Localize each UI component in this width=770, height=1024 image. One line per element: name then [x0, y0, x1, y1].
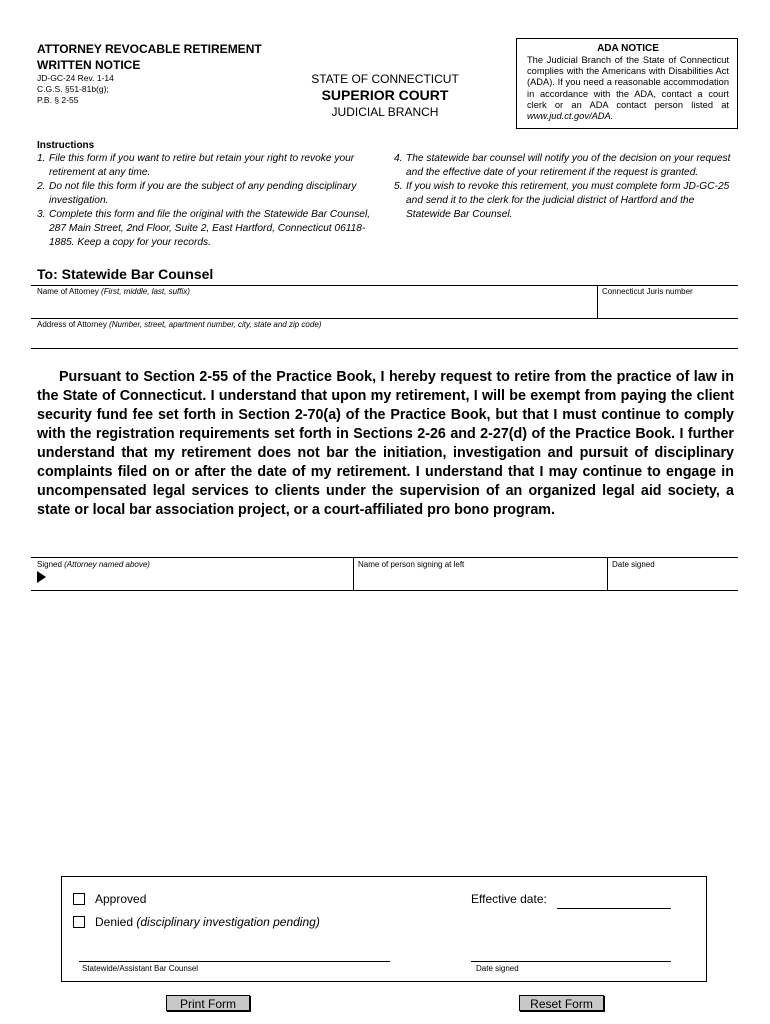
print-form-button[interactable]: Print Form	[166, 995, 250, 1011]
counsel-date-line[interactable]	[471, 961, 671, 962]
signature-field[interactable]	[50, 568, 350, 590]
date-signed-label: Date signed	[612, 560, 655, 569]
recipient-heading: To: Statewide Bar Counsel	[37, 266, 214, 282]
ada-notice-text: The Judicial Branch of the State of Connecticut complies with the Americans with Disabilities Act (ADA). If you need a reasonable accommodation in accordance with the ADA, contact a court clerk or an ADA contact person listed at	[527, 55, 729, 110]
attorney-name-input[interactable]	[31, 297, 595, 317]
instructions-left-column	[37, 152, 377, 250]
field-divider	[607, 557, 608, 590]
signed-hint: (Attorney named above)	[64, 560, 150, 569]
effective-date-label: Effective date:	[471, 892, 547, 906]
field-divider	[31, 318, 738, 319]
approved-label: Approved	[95, 892, 147, 906]
field-divider	[31, 557, 738, 558]
instruction-number: 3.	[37, 209, 46, 220]
form-code: JD-GC-24 Rev. 1-14	[37, 73, 114, 83]
attorney-name-hint: (First, middle, last, suffix)	[101, 287, 190, 296]
instructions-right-column	[394, 152, 734, 222]
court-heading	[290, 72, 480, 120]
form-title	[37, 41, 262, 73]
ada-notice-box	[516, 38, 738, 129]
name-signing-label: Name of person signing at left	[358, 560, 465, 569]
instruction-number: 4.	[394, 153, 403, 164]
field-divider	[597, 285, 598, 318]
instruction-item	[37, 208, 377, 250]
attorney-address-input[interactable]	[31, 330, 738, 348]
instruction-item	[394, 180, 734, 222]
ada-notice-title: ADA NOTICE	[597, 43, 659, 54]
practice-book-reference: P.B. § 2-55	[37, 95, 79, 105]
instruction-text: Complete this form and file the original with the Statewide Bar Counsel, 287 Main Street, 2nd Floor, Suite 2, East Hartford, Connecticut 06118-1885. Keep a copy for your records.	[49, 209, 371, 248]
instruction-text: If you wish to revoke this retirement, you must complete form JD-GC-25 and send it to the clerk for the judicial district of Hartford and the Statewide Bar Counsel.	[406, 181, 730, 220]
attorney-name-label	[37, 287, 190, 297]
instruction-number: 2.	[37, 181, 46, 192]
state-name: STATE OF CONNECTICUT	[311, 72, 459, 86]
denied-checkbox[interactable]	[73, 916, 85, 928]
instruction-item	[394, 152, 734, 180]
counsel-date-label: Date signed	[476, 964, 519, 973]
form-meta	[37, 73, 114, 106]
instructions-title: Instructions	[37, 140, 95, 151]
attorney-name-label-text: Name of Attorney	[37, 287, 102, 296]
instruction-text: Do not file this form if you are the subject of any pending disciplinary investigation.	[49, 181, 357, 206]
name-signing-input[interactable]	[355, 570, 605, 590]
instruction-number: 5.	[394, 181, 403, 192]
court-name: SUPERIOR COURT	[321, 87, 449, 103]
ada-notice-link[interactable]: www.jud.ct.gov/ADA.	[527, 111, 614, 122]
signed-label-text: Signed	[37, 560, 65, 569]
instruction-item	[37, 180, 377, 208]
denied-hint: (disciplinary investigation pending)	[136, 915, 320, 929]
approved-checkbox[interactable]	[73, 893, 85, 905]
denied-label	[95, 915, 320, 929]
effective-date-input[interactable]	[557, 894, 671, 909]
counsel-signature-line[interactable]	[79, 961, 390, 962]
instruction-item	[37, 152, 377, 180]
bar-counsel-decision-box	[61, 876, 707, 982]
form-title-line1: ATTORNEY REVOCABLE RETIREMENT	[37, 42, 262, 56]
branch-name: JUDICIAL BRANCH	[331, 105, 439, 119]
signature-arrow-icon	[37, 571, 46, 583]
statute-reference: C.G.S. §51-81b(g);	[37, 84, 109, 94]
denied-label-text: Denied	[95, 915, 137, 929]
attorney-address-hint: (Number, street, apartment number, city, state and zip code)	[109, 320, 322, 329]
retirement-statement: Pursuant to Section 2-55 of the Practice Book, I hereby request to retire from the practice of law in the State of Connecticut. I understand that upon my retirement, I will be exempt from paying the client security fund fee set forth in Section 2-70(a) of the Practice Book, but that I must continue to comply with the registration requirements set forth in Sections 2-26 and 2-27(d) of the Practice Book. I further understand that my retirement does not bar the initiation, investigation and pursuit of disciplinary complaints filed on or after the date of my retirement. I understand that I may continue to engage in uncompensated legal services to clients under the supervision of an organized legal aid society, a state or local bar association project, or a court-affiliated pro bono program.	[37, 369, 734, 518]
juris-number-input[interactable]	[599, 297, 738, 317]
date-signed-input[interactable]	[609, 570, 738, 590]
attorney-address-label	[37, 320, 321, 330]
field-divider	[353, 557, 354, 590]
ada-notice-body	[527, 55, 729, 122]
juris-number-label: Connecticut Juris number	[602, 287, 693, 296]
field-divider	[31, 285, 738, 286]
counsel-signature-label: Statewide/Assistant Bar Counsel	[82, 964, 199, 973]
reset-form-button[interactable]: Reset Form	[519, 995, 604, 1011]
attorney-address-label-text: Address of Attorney	[37, 320, 110, 329]
instruction-text: File this form if you want to retire but retain your right to revoke your retirement at any time.	[49, 153, 355, 178]
instruction-number: 1.	[37, 153, 46, 164]
field-divider	[31, 348, 738, 349]
field-divider	[31, 590, 738, 591]
instruction-text: The statewide bar counsel will notify you of the decision on your request and the effective date of your retirement if the request is granted.	[406, 153, 731, 178]
form-title-line2: WRITTEN NOTICE	[37, 58, 141, 72]
